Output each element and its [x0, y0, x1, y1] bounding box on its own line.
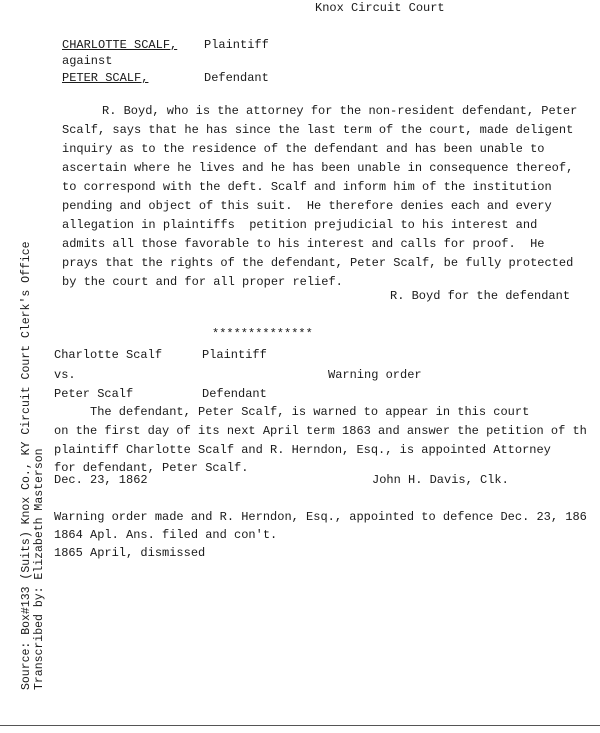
- case2-vs: vs.: [54, 368, 76, 382]
- affidavit-line: inquiry as to the residence of the defendant and has been unable to: [62, 142, 545, 156]
- warning-order-title: Warning order: [328, 368, 422, 382]
- affidavit-line: admits all those favorable to his interest and calls for proof. He: [62, 237, 545, 251]
- case2-plaintiff-role: Plaintiff: [202, 348, 267, 362]
- warning-order-line: plaintiff Charlotte Scalf and R. Herndon, Esq., is appointed Attorney: [54, 443, 551, 457]
- affidavit-line: to correspond with the deft. Scalf and inform him of the institution: [62, 180, 552, 194]
- affidavit-line: R. Boyd, who is the attorney for the non-resident defendant, Peter: [102, 104, 578, 118]
- affidavit-line: by the court and for all proper relief.: [62, 275, 343, 289]
- affidavit-line: Scalf, says that he has since the last term of the court, made deligent: [62, 123, 574, 137]
- page-bottom-rule: [0, 725, 600, 726]
- case1-plaintiff-name: CHARLOTTE SCALF,: [62, 38, 178, 52]
- court-title: Knox Circuit Court: [315, 1, 445, 15]
- source-line: Source: Box#133 (Suits) Knox Co., KY Circuit Court Clerk's Office: [20, 241, 33, 690]
- case2-plaintiff-name: Charlotte Scalf: [54, 348, 163, 362]
- case2-defendant-role: Defendant: [202, 387, 267, 401]
- case1-defendant-role: Defendant: [204, 71, 269, 85]
- affidavit-line: pending and object of this suit. He therefore denies each and every: [62, 199, 552, 213]
- affidavit-line: ascertain where he lives and he has been unable in consequence thereof,: [62, 161, 574, 175]
- case1-plaintiff-role: Plaintiff: [204, 38, 269, 52]
- transcriber-line: Transcribed by: Elizabeth Masterson: [33, 448, 46, 690]
- affidavit-signature: R. Boyd for the defendant: [390, 289, 571, 303]
- warning-order-date: Dec. 23, 1862: [54, 473, 148, 487]
- affidavit-line: prays that the rights of the defendant, Peter Scalf, be fully protected: [62, 256, 574, 270]
- warning-order-line: The defendant, Peter Scalf, is warned to appear in this court: [90, 405, 530, 419]
- asterisk-divider: **************: [212, 327, 313, 341]
- docket-note: 1864 Apl. Ans. filed and con't.: [54, 528, 278, 542]
- warning-order-line: on the first day of its next April term 1863 and answer the petition of th: [54, 424, 587, 438]
- source-sidebar: [20, 210, 46, 690]
- case1-against: against: [62, 54, 113, 68]
- docket-note: Warning order made and R. Herndon, Esq., appointed to defence Dec. 23, 186: [54, 510, 587, 524]
- clerk-signature: John H. Davis, Clk.: [372, 473, 509, 487]
- case1-defendant-name: PETER SCALF,: [62, 71, 149, 85]
- case2-defendant-name: Peter Scalf: [54, 387, 134, 401]
- warning-order-line: for defendant, Peter Scalf.: [54, 461, 249, 475]
- docket-note: 1865 April, dismissed: [54, 546, 206, 560]
- affidavit-line: allegation in plaintiffs petition prejudicial to his interest and: [62, 218, 538, 232]
